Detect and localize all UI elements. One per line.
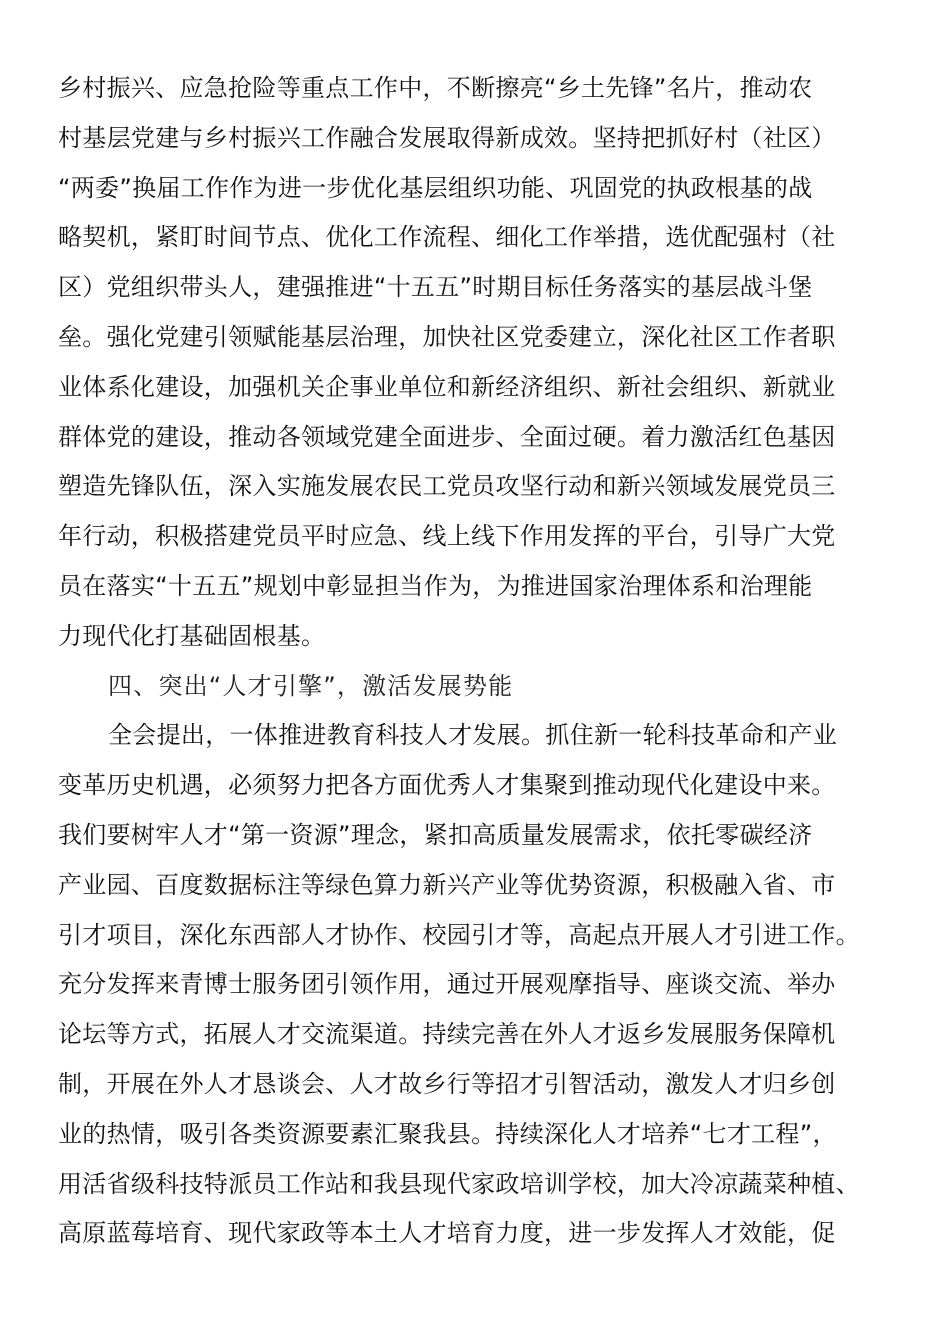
text-line: 变革历史机遇，必须努力把各方面优秀人才集聚到推动现代化建设中来。 <box>58 771 836 800</box>
text-line: 我们要树牢人才“第一资源”理念，紧扣高质量发展需求，依托零碳经济 <box>58 820 813 849</box>
paragraph-first-line: 全会提出，一体推进教育科技人才发展。抓住新一轮科技革命和产业 <box>108 721 837 750</box>
text-line: 业体系化建设，加强机关企事业单位和新经济组织、新社会组织、新就业 <box>58 372 836 401</box>
text-line: 高原蓝莓培育、现代家政等本土人才培育力度，进一步发挥人才效能，促 <box>58 1219 836 1248</box>
text-line: 业的热情，吸引各类资源要素汇聚我县。持续深化人才培养“七才工程”， <box>58 1119 837 1148</box>
text-line: 用活省级科技特派员工作站和我县现代家政培训学校，加大冷凉蔬菜种植、 <box>58 1169 860 1198</box>
text-line: 引才项目，深化东西部人才协作、校园引才等，高起点开展人才引进工作。 <box>58 920 860 949</box>
text-line: 群体党的建设，推动各领域党建全面进步、全面过硬。着力激活红色基因 <box>58 422 836 451</box>
section-heading: 四、突出“人才引擎”，激活发展势能 <box>108 671 514 700</box>
text-line: “两委”换届工作作为进一步优化基层组织功能、巩固党的执政根基的战 <box>58 173 813 202</box>
text-line: 乡村振兴、应急抢险等重点工作中，不断擦亮“乡土先锋”名片，推动农 <box>58 74 813 102</box>
text-line: 年行动，积极搭建党员平时应急、线上线下作用发挥的平台，引导广大党 <box>58 522 836 551</box>
text-line: 垒。强化党建引领赋能基层治理，加快社区党委建立，深化社区工作者职 <box>58 322 836 351</box>
text-line: 略契机，紧盯时间节点、优化工作流程、细化工作举措，选优配强村（社 <box>58 223 836 252</box>
text-line: 塑造先锋队伍，深入实施发展农民工党员攻坚行动和新兴领域发展党员三 <box>58 472 836 501</box>
text-line: 论坛等方式，拓展人才交流渠道。持续完善在外人才返乡发展服务保障机 <box>58 1020 836 1049</box>
text-line: 员在落实“十五五”规划中彰显担当作为，为推进国家治理体系和治理能 <box>58 571 813 600</box>
text-line: 村基层党建与乡村振兴工作融合发展取得新成效。坚持把抓好村（社区） <box>58 123 836 152</box>
text-line: 力现代化打基础固根基。 <box>58 621 326 650</box>
text-line: 充分发挥来青博士服务团引领作用，通过开展观摩指导、座谈交流、举办 <box>58 970 836 999</box>
document-body <box>58 64 878 1259</box>
text-line: 产业园、百度数据标注等绿色算力新兴产业等优势资源，积极融入省、市 <box>58 870 836 899</box>
text-line: 制，开展在外人才恳谈会、人才故乡行等招才引智活动，激发人才归乡创 <box>58 1069 836 1098</box>
text-line: 区）党组织带头人，建强推进“十五五”时期目标任务落实的基层战斗堡 <box>58 273 813 302</box>
